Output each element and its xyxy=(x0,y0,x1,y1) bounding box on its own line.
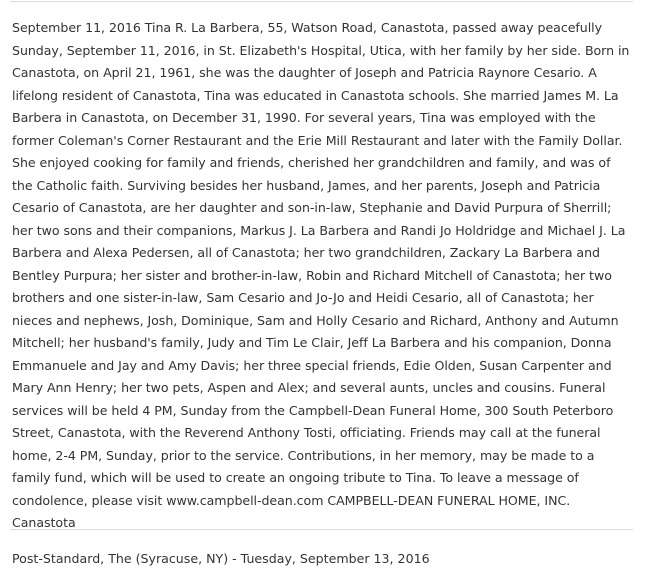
top-divider xyxy=(10,1,633,2)
bottom-divider xyxy=(10,529,633,530)
obituary-text: September 11, 2016 Tina R. La Barbera, 55, Watson Road, Canastota, passed away peacefully Sunday, September 11, 2016, in St. Elizabeth's Hospital, Utica, with her family by her side. Born in Canastota, on April 21, 1961, she was the daughter of Joseph and Patricia Raynore Cesario. A lifelong resident of Canastota, Tina was educated in Canastota schools. She married James M. La Barbera in Canastota, on December 31, 1990. For several years, Tina was employed with the former Coleman's Corner Restaurant and the Erie Mill Restaurant and later with the Family Dollar. She enjoyed cooking for family and friends, cherished her grandchildren and family, and was of the Catholic faith. Surviving besides her husband, James, and her parents, Joseph and Patricia Cesario of Canastota, are her daughter and son-in-law, Stephanie and David Purpura of Sherrill; her two sons and their companions, Markus J. La Barbera and Randi Jo Holdridge and Michael J. La Barbera and Alexa Pedersen, all of Canastota; her two grandchildren, Zackary La Barbera and Bentley Purpura; her sister and brother-in-law, Robin and Richard Mitchell of Canastota; her two brothers and one sister-in-law, Sam Cesario and Jo-Jo and Heidi Cesario, all of Canastota; her nieces and nephews, Josh, Dominique, Sam and Holly Cesario and Richard, Anthony and Autumn Mitchell; her husband's family, Judy and Tim Le Clair, Jeff La Barbera and his companion, Donna Emmanuele and Jay and Amy Davis; her three special friends, Edie Olden, Susan Carpenter and Mary Ann Henry; her two pets, Aspen and Alex; and several aunts, uncles and cousins. Funeral services will be held 4 PM, Sunday from the Campbell-Dean Funeral Home, 300 South Peterboro Street, Canastota, with the Reverend Anthony Tosti, officiating. Friends may call at the funeral home, 2-4 PM, Sunday, prior to the service. Contributions, in her memory, may be made to a family fund, which will be used to create an ongoing tribute to Tina. To leave a message of condolence, please visit www.campbell-dean.com CAMPBELL-DEAN FUNERAL HOME, INC. Canastota xyxy=(12,20,630,530)
publication-source: Post-Standard, The (Syracuse, NY) - Tuesday, September 13, 2016 xyxy=(12,551,430,566)
